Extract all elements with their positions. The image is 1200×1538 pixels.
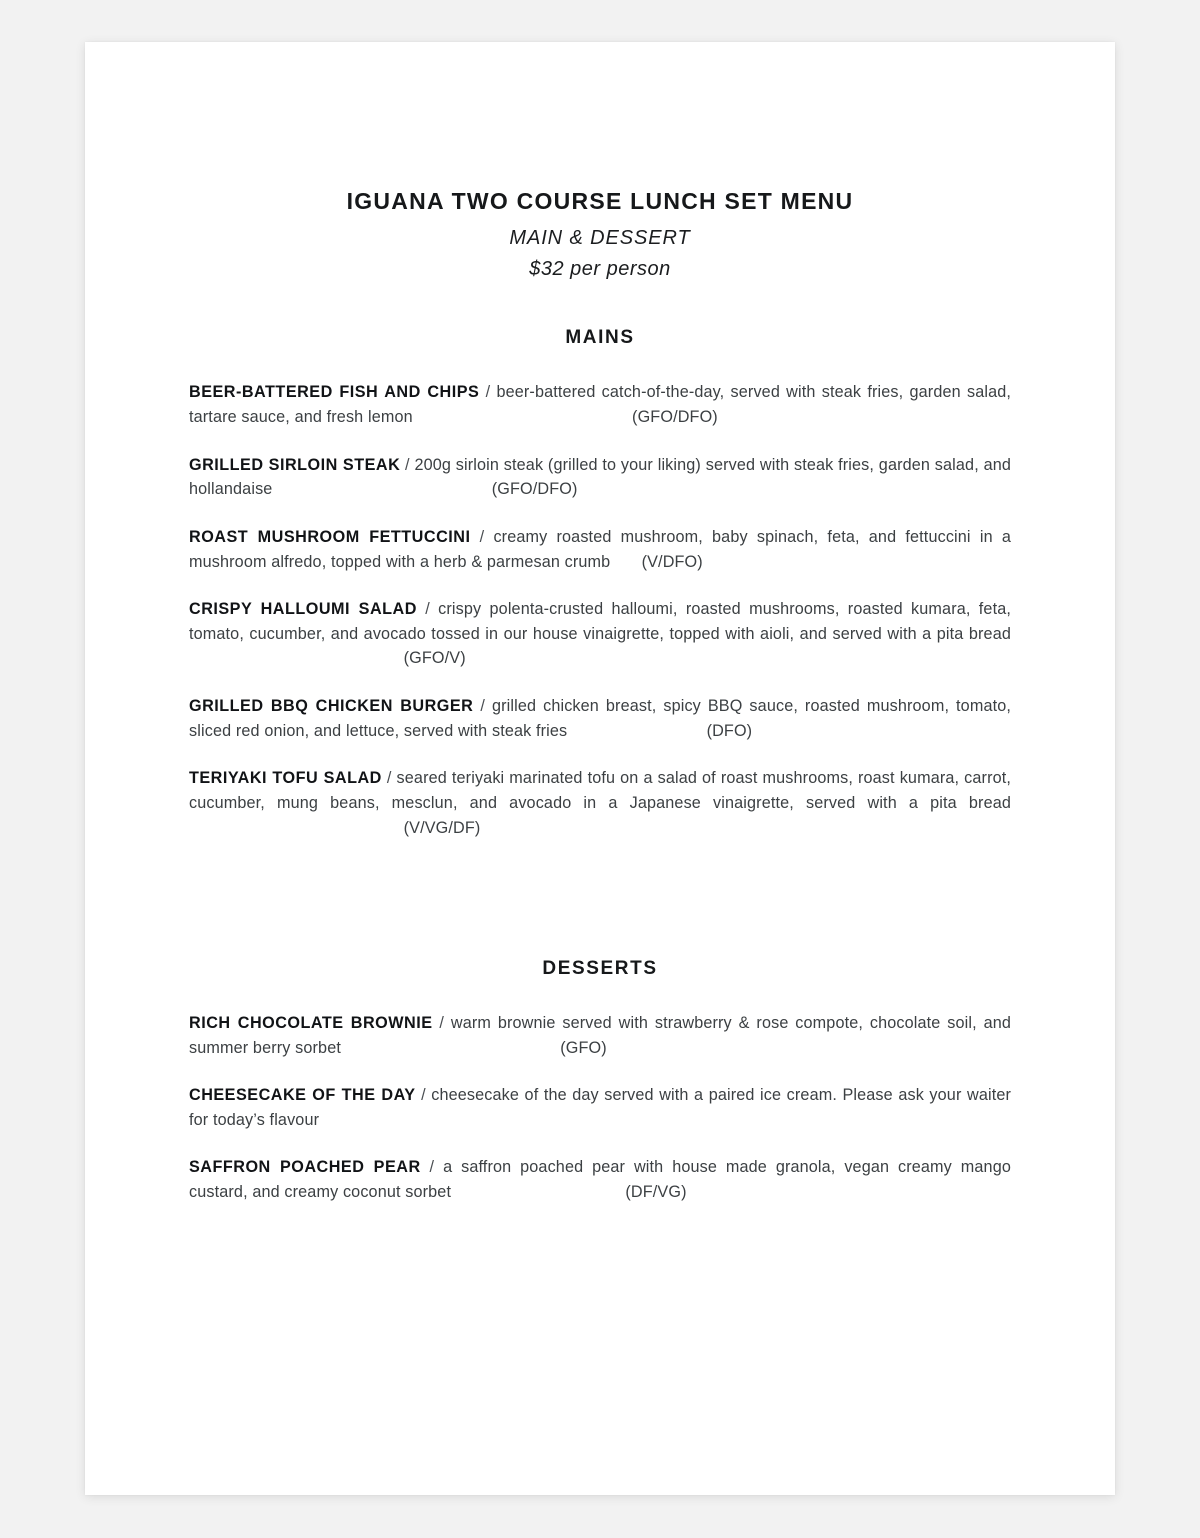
item-name: GRILLED SIRLOIN STEAK <box>189 455 401 474</box>
item-name: CRISPY HALLOUMI SALAD <box>189 600 417 619</box>
item-dietary-tag: (GFO/DFO) <box>632 408 718 427</box>
item-dietary-tag: (DF/VG) <box>625 1183 687 1202</box>
section-heading-desserts: DESSERTS <box>542 958 658 980</box>
item-description: warm brownie served with strawberry & rose compote, chocolate soil, and summer berry sorbet <box>189 1013 1012 1057</box>
item-separator: / <box>479 527 485 546</box>
item-description: a saffron poached pear with house made granola, vegan creamy mango custard, and creamy coconut sorbet <box>189 1158 1011 1202</box>
item-name: RICH CHOCOLATE BROWNIE <box>189 1013 433 1032</box>
menu-item <box>189 453 1011 502</box>
item-name: TERIYAKI TOFU SALAD <box>189 769 382 788</box>
item-separator: / <box>425 600 430 619</box>
menu-subtitle: MAIN & DESSERT <box>509 226 691 249</box>
mains-item-list <box>189 380 1011 840</box>
item-name: CHEESECAKE OF THE DAY <box>189 1086 416 1105</box>
item-separator: / <box>421 1086 426 1105</box>
item-name: SAFFRON POACHED PEAR <box>189 1158 421 1177</box>
menu-item <box>189 1083 1011 1132</box>
item-dietary-tag: (DFO) <box>706 721 753 740</box>
item-separator: / <box>386 769 392 788</box>
section-heading-mains: MAINS <box>565 326 635 348</box>
item-dietary-tag: (GFO) <box>560 1038 607 1057</box>
menu-item <box>189 1011 1011 1060</box>
menu-content <box>189 188 1011 1205</box>
item-description: grilled chicken breast, spicy BBQ sauce, roasted mushroom, tomato, sliced red onion, and lettuce, served with steak fries <box>189 697 1012 740</box>
item-dietary-tag: (GFO/DFO) <box>491 480 578 499</box>
item-separator: / <box>480 697 485 716</box>
item-dietary-tag: (V/VG/DF) <box>403 818 481 837</box>
menu-page <box>85 42 1115 1495</box>
menu-title: IGUANA TWO COURSE LUNCH SET MENU <box>346 188 854 214</box>
item-separator: / <box>429 1158 435 1177</box>
item-dietary-tag: (V/DFO) <box>641 552 703 571</box>
item-description: crispy polenta-crusted halloumi, roasted mushrooms, roasted kumara, feta, tomato, cucumber, and avocado tossed in our house vinaigrette, topped with aioli, and served with a pita bread <box>189 600 1011 643</box>
item-separator: / <box>405 455 410 474</box>
item-description: seared teriyaki marinated tofu on a salad of roast mushrooms, roast kumara, carrot, cucumber, mung beans, mesclun, and avocado in a Japanese vinaigrette, served with a pita bread <box>189 769 1012 812</box>
item-separator: / <box>485 383 491 402</box>
item-name: ROAST MUSHROOM FETTUCCINI <box>189 527 471 546</box>
item-separator: / <box>439 1013 445 1032</box>
item-name: GRILLED BBQ CHICKEN BURGER <box>189 697 474 716</box>
menu-item <box>189 694 1011 743</box>
item-description: 200g sirloin steak (grilled to your liking) served with steak fries, garden salad, and hollandaise <box>189 455 1012 499</box>
menu-item <box>189 1155 1011 1204</box>
menu-item <box>189 525 1011 574</box>
menu-item <box>189 766 1011 840</box>
menu-item <box>189 380 1011 429</box>
item-description: beer-battered catch-of-the-day, served with steak fries, garden salad, tartare sauce, and fresh lemon <box>189 383 1011 427</box>
item-name: BEER-BATTERED FISH AND CHIPS <box>189 383 480 402</box>
menu-item <box>189 597 1011 671</box>
item-description: cheesecake of the day served with a paired ice cream. Please ask your waiter for today’s flavour <box>189 1086 1012 1129</box>
desserts-item-list <box>189 1011 1011 1205</box>
item-description: creamy roasted mushroom, baby spinach, feta, and fettuccini in a mushroom alfredo, topped with a herb & parmesan crumb <box>189 527 1012 571</box>
menu-price: $32 per person <box>529 257 671 280</box>
item-dietary-tag: (GFO/V) <box>403 649 466 668</box>
